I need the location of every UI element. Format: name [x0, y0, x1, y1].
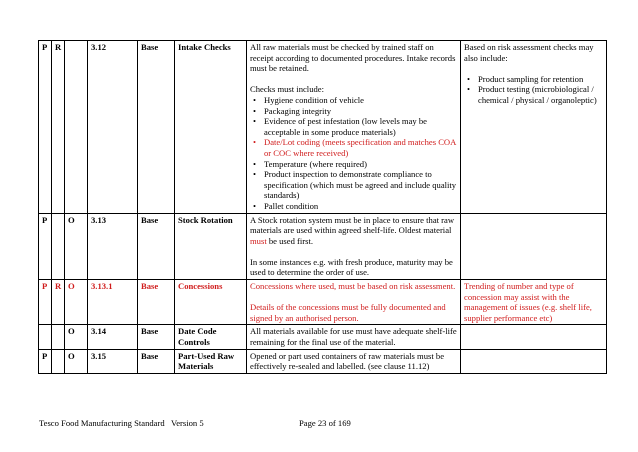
- guidance-cell: [461, 41, 607, 214]
- flag-p: P: [39, 213, 52, 280]
- flag-r: [52, 349, 65, 373]
- guidance-list: [464, 74, 604, 106]
- clause-level: Base: [138, 280, 175, 325]
- list-item: • Product testing (microbiological / chemical / physical / organoleptic): [464, 84, 604, 105]
- requirement-cell: Opened or part used containers of raw materials must be effectively re-sealed and labelled. (see clause 11.12): [247, 349, 461, 373]
- table-row: [39, 213, 607, 280]
- flag-o: O: [65, 349, 88, 373]
- clause-number: 3.13: [88, 213, 138, 280]
- requirement-cell: [247, 280, 461, 325]
- list-item: • Pallet condition: [250, 201, 458, 212]
- flag-p: P: [39, 41, 52, 214]
- list-item: • Hygiene condition of vehicle: [250, 95, 458, 106]
- requirement-cell: [247, 213, 461, 280]
- clause-level: Base: [138, 349, 175, 373]
- clause-number: 3.14: [88, 325, 138, 349]
- flag-p: P: [39, 349, 52, 373]
- clause-title: Date Code Controls: [175, 325, 247, 349]
- requirement-cell: All materials available for use must have adequate shelf-life remaining for the final use of the material.: [247, 325, 461, 349]
- flag-r: R: [52, 41, 65, 214]
- list-item: • Evidence of pest infestation (low levels may be acceptable in some produce materials): [250, 116, 458, 137]
- table-row-highlighted: [39, 280, 607, 325]
- guidance-cell: Trending of number and type of concession may assist with the management of issues (e.g. shelf life, supplier performance etc): [461, 280, 607, 325]
- clause-number: 3.12: [88, 41, 138, 214]
- flag-r: [52, 325, 65, 349]
- flag-o: O: [65, 280, 88, 325]
- requirement-highlight: must: [250, 235, 267, 246]
- footer-document-title: Tesco Food Manufacturing Standard Version 5: [39, 418, 204, 428]
- flag-r: [52, 213, 65, 280]
- clause-level: Base: [138, 41, 175, 214]
- clause-number: 3.15: [88, 349, 138, 373]
- guidance-intro: Based on risk assessment checks may also include:: [464, 42, 594, 63]
- list-item: • Packaging integrity: [250, 106, 458, 117]
- table-row: [39, 41, 607, 214]
- clause-number: 3.13.1: [88, 280, 138, 325]
- clause-title: Stock Rotation: [175, 213, 247, 280]
- flag-r: R: [52, 280, 65, 325]
- requirement-paragraph: Concessions where used, must be based on risk assessment.: [250, 281, 456, 292]
- requirement-paragraph: [250, 215, 458, 247]
- requirement-cell: [247, 41, 461, 214]
- clause-level: Base: [138, 213, 175, 280]
- clause-title: Intake Checks: [175, 41, 247, 214]
- checks-heading: Checks must include:: [250, 84, 324, 95]
- guidance-cell: [461, 213, 607, 280]
- checks-list: [250, 95, 458, 212]
- list-item: • Temperature (where required): [250, 159, 458, 170]
- guidance-cell: [461, 325, 607, 349]
- clause-title: Concessions: [175, 280, 247, 325]
- table-row: [39, 325, 607, 349]
- flag-o: O: [65, 325, 88, 349]
- flag-p: P: [39, 280, 52, 325]
- flag-o: O: [65, 213, 88, 280]
- list-item-highlighted: • Date/Lot coding (meets specification and matches COA or COC where received): [250, 137, 458, 158]
- footer-page-number: Page 23 of 169: [299, 418, 351, 428]
- flag-p: [39, 325, 52, 349]
- requirement-text: be used first.: [266, 235, 314, 246]
- requirement-paragraph: Details of the concessions must be fully documented and signed by an authorised person.: [250, 302, 446, 323]
- clause-level: Base: [138, 325, 175, 349]
- list-item: • Product sampling for retention: [464, 74, 604, 85]
- requirements-table: [38, 40, 607, 374]
- requirement-text: A Stock rotation system must be in place to ensure that raw materials are used within agreed shelf-life. Oldest material: [250, 214, 455, 236]
- list-item: • Product inspection to demonstrate compliance to specification (which must be agreed and include quality standards): [250, 169, 458, 201]
- flag-o: [65, 41, 88, 214]
- requirement-paragraph: In some instances e.g. with fresh produce, maturity may be used to determine the order of use.: [250, 256, 453, 278]
- clause-title: Part-Used Raw Materials: [175, 349, 247, 373]
- requirement-intro: All raw materials must be checked by trained staff on receipt according to documented procedures. Intake records must be retained.: [250, 42, 456, 74]
- table-row: [39, 349, 607, 373]
- guidance-cell: [461, 349, 607, 373]
